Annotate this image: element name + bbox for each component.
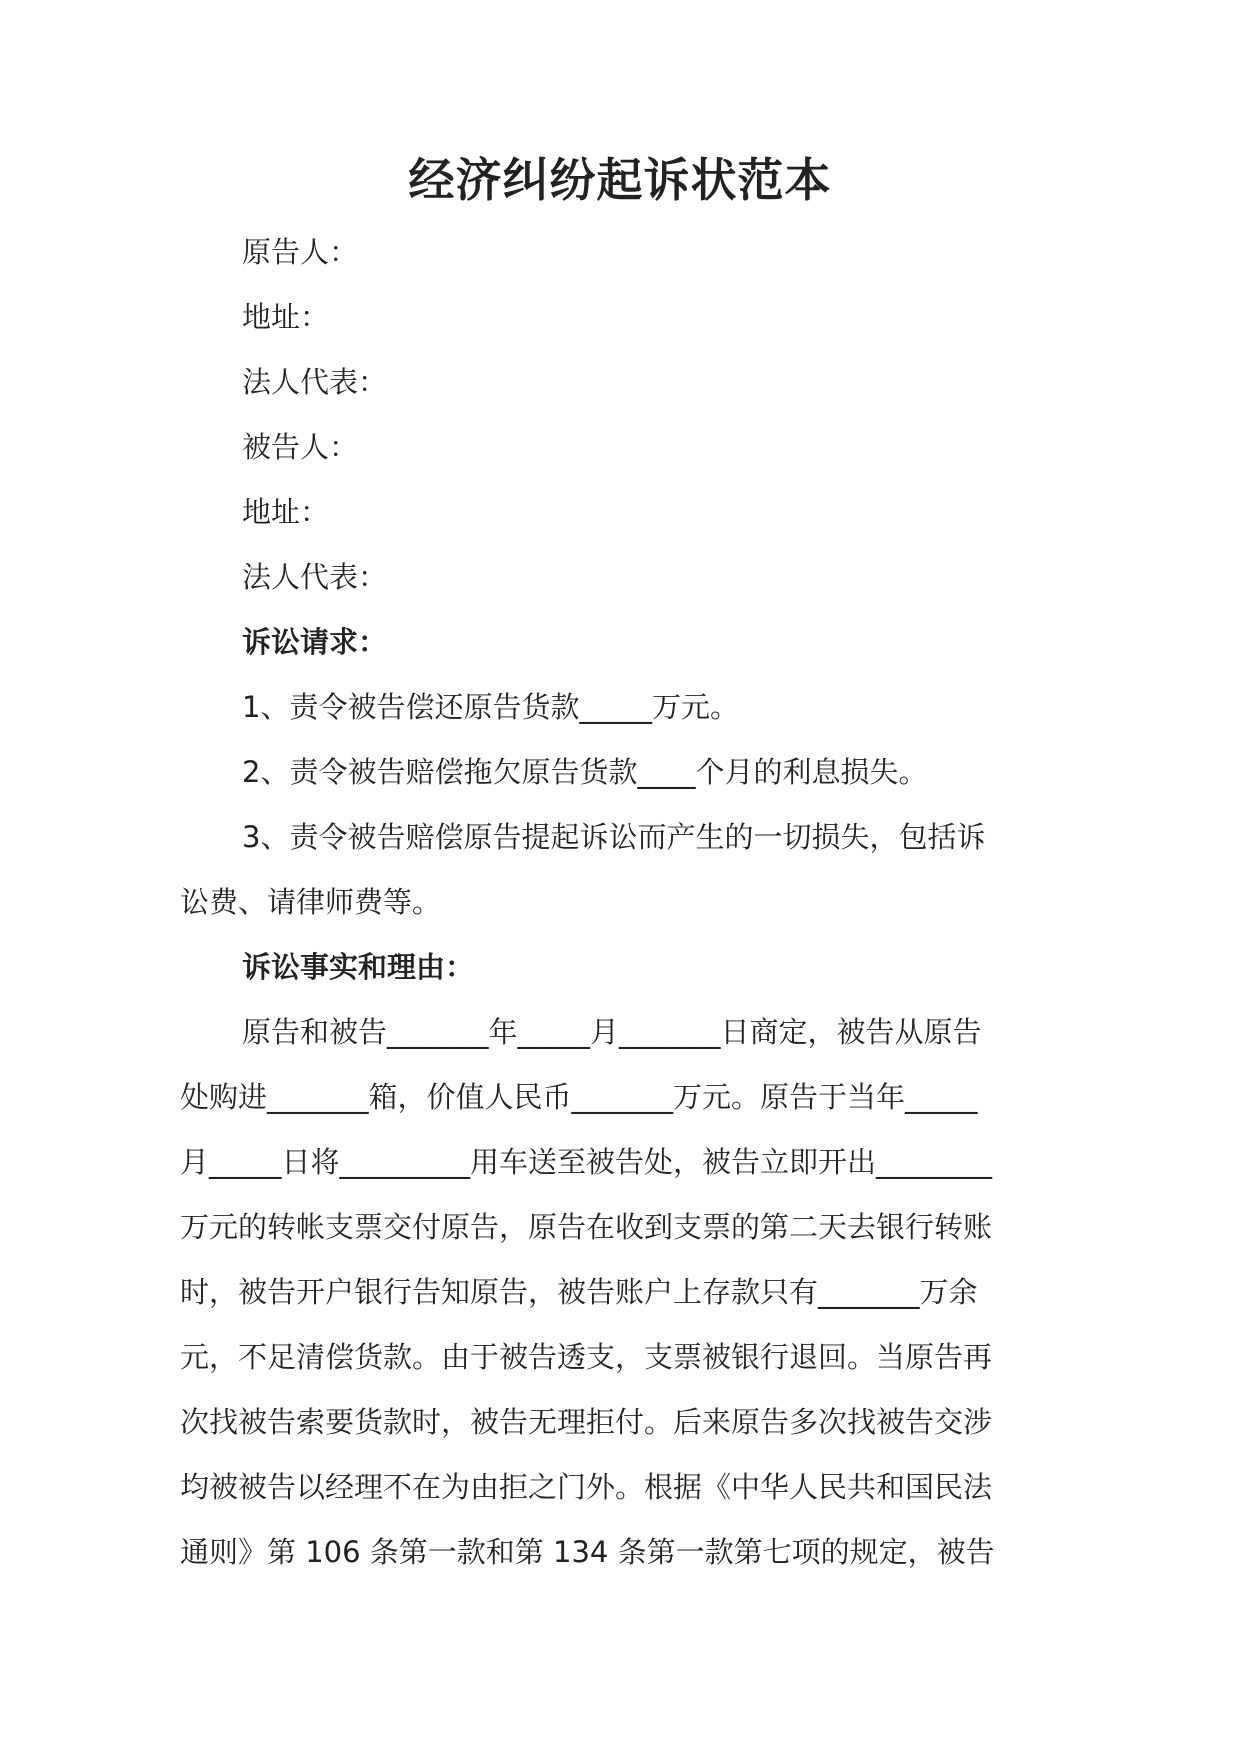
document-body xyxy=(180,220,1060,1585)
claim-item-continuation: 讼费、请律师费等。 xyxy=(180,885,442,919)
plaintiff-label: 原告人： xyxy=(242,235,359,269)
facts-line: 万元的转帐支票交付原告，原告在收到支票的第二天去银行转账 xyxy=(180,1210,993,1244)
plaintiff-address-label: 地址： xyxy=(242,300,330,334)
facts-heading: 诉讼事实和理由： xyxy=(242,950,475,984)
defendant-address-label: 地址： xyxy=(242,495,330,529)
facts-line: 次找被告索要货款时，被告无理拒付。后来原告多次找被告交涉 xyxy=(180,1405,993,1439)
claim-item: 1、责令被告偿还原告货款_____万元。 xyxy=(242,690,739,724)
facts-line: 时，被告开户银行告知原告，被告账户上存款只有_______万余 xyxy=(180,1275,978,1309)
claims-heading: 诉讼请求： xyxy=(242,625,388,659)
facts-line: 处购进_______箱，价值人民币_______万元。原告于当年_____ xyxy=(180,1080,978,1114)
facts-line: 均被被告以经理不在为由拒之门外。根据《中华人民共和国民法 xyxy=(180,1470,993,1504)
facts-line: 元，不足清偿货款。由于被告透支，支票被银行退回。当原告再 xyxy=(180,1340,993,1374)
facts-line: 月_____日将_________用车送至被告处，被告立即开出________ xyxy=(180,1145,993,1179)
facts-line: 通则》第 106 条第一款和第 134 条第一款第七项的规定，被告 xyxy=(180,1535,995,1569)
plaintiff-representative-label: 法人代表： xyxy=(242,365,388,399)
defendant-representative-label: 法人代表： xyxy=(242,560,388,594)
claim-item: 2、责令被告赔偿拖欠原告货款____个月的利息损失。 xyxy=(242,755,928,789)
defendant-label: 被告人： xyxy=(242,430,359,464)
claim-item: 3、责令被告赔偿原告提起诉讼而产生的一切损失，包括诉 xyxy=(242,820,986,854)
document-title: 经济纠纷起诉状范本 xyxy=(408,153,832,207)
facts-line: 原告和被告_______年_____月_______日商定，被告从原告 xyxy=(242,1015,982,1049)
